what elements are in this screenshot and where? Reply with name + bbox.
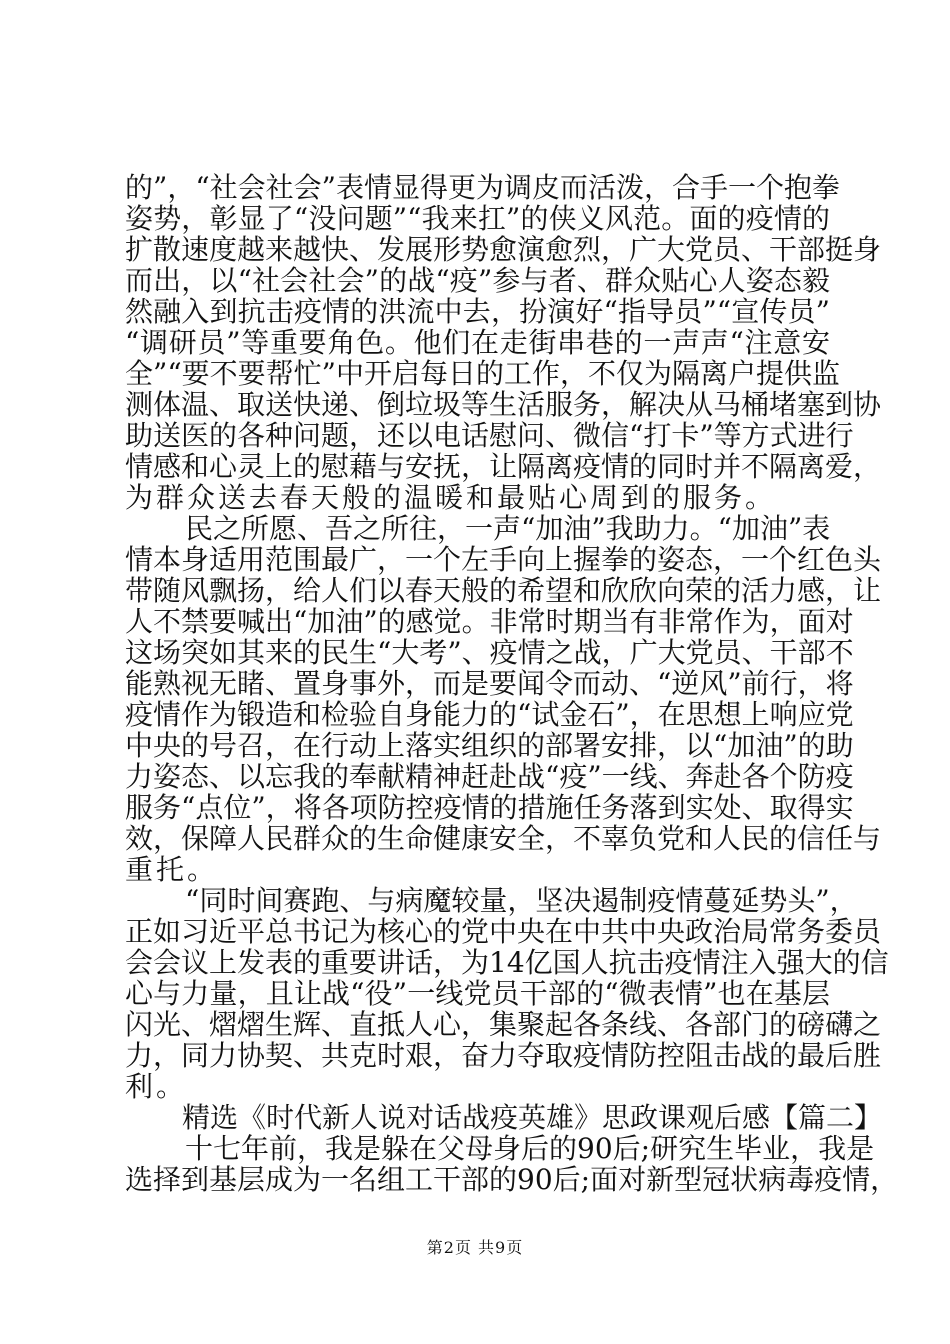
text-line: 全”“要不要帮忙”中开启每日的工作，不仅为隔离户提供监	[125, 357, 840, 390]
text-line: 扩散速度越来越快、发展形势愈演愈烈，广大党员、干部挺身	[125, 233, 882, 266]
text-line: 效，保障人民群众的生命健康安全，不辜负党和人民的信任与	[125, 822, 882, 855]
paragraph-first-line: 民之所愿、吾之所往，一声“加油”我助力。“加油”表	[185, 512, 831, 545]
text-line: “调研员”等重要角色。他们在走街串巷的一声声“注意安	[125, 326, 830, 359]
page-number: 第2页 共9页	[426, 1238, 524, 1257]
text-line: 选择到基层成为一名组工干部的90后;面对新型冠状病毒疫情，	[125, 1163, 899, 1196]
paragraph-first-line: 十七年前，我是躲在父母身后的90后;研究生毕业，我是	[185, 1132, 875, 1165]
text-line: 然融入到抗击疫情的洪流中去，扮演好“指导员”“宣传员”	[125, 295, 830, 328]
text-line: 疫情作为锻造和检验自身能力的“试金石”，在思想上响应党	[125, 698, 854, 731]
text-line: 姿势，彰显了“没问题”“我来扛”的侠义风范。面的疫情的	[125, 202, 830, 235]
text-line: 服务“点位”，将各项防控疫情的措施任务落到实处、取得实	[125, 791, 854, 824]
text-line: 情感和心灵上的慰藉与安抚，让隔离疫情的同时并不隔离爱，	[125, 450, 882, 483]
text-line: 力，同力协契、共克时艰，奋力夺取疫情防控阻击战的最后胜	[125, 1039, 882, 1072]
text-line: 重托。	[125, 853, 219, 886]
text-line: 带随风飘扬，给人们以春天般的希望和欣欣向荣的活力感，让	[125, 574, 882, 607]
text-line: 测体温、取送快递、倒垃圾等生活服务，解决从马桶堵塞到协	[125, 388, 882, 421]
text-line: 闪光、熠熠生辉、直抵人心，集聚起各条线、各部门的磅礴之	[125, 1008, 882, 1041]
text-line: 助送医的各种问题，还以电话慰问、微信“打卡”等方式进行	[125, 419, 854, 452]
text-line: 利。	[125, 1070, 188, 1103]
text-line: 力姿态、以忘我的奉献精神赶赴战“疫”一线、奔赴各个防疫	[125, 760, 854, 793]
text-line: 能熟视无睹、置身事外，而是要闻令而动、“逆风”前行，将	[125, 667, 854, 700]
text-line: 正如习近平总书记为核心的党中央在中共中央政治局常务委员	[125, 915, 882, 948]
text-line: 情本身适用范围最广，一个左手向上握拳的姿态，一个红色头	[125, 543, 882, 576]
text-line: 的”，“社会社会”表情显得更为调皮而活泼，合手一个抱拳	[125, 171, 840, 204]
paragraph-first-line: “同时间赛跑、与病魔较量，坚决遏制疫情蔓延势头”，	[185, 884, 858, 917]
text-line: 这场突如其来的民生“大考”、疫情之战，广大党员、干部不	[125, 636, 854, 669]
text-line: 而出，以“社会社会”的战“疫”参与者、群众贴心人姿态毅	[125, 264, 830, 297]
text-line: 人不禁要喊出“加油”的感觉。非常时期当有非常作为，面对	[125, 605, 854, 638]
section-title: 精选《时代新人说对话战疫英雄》思政课观后感【篇二】	[182, 1101, 883, 1134]
text-line: 为群众送去春天般的温暖和最贴心周到的服务。	[125, 481, 777, 514]
text-line: 中央的号召，在行动上落实组织的部署安排，以“加油”的助	[125, 729, 854, 762]
text-line: 心与力量，且让战“役”一线党员干部的“微表情”也在基层	[125, 977, 830, 1010]
text-line: 会会议上发表的重要讲话，为14亿国人抗击疫情注入强大的信	[125, 946, 889, 979]
